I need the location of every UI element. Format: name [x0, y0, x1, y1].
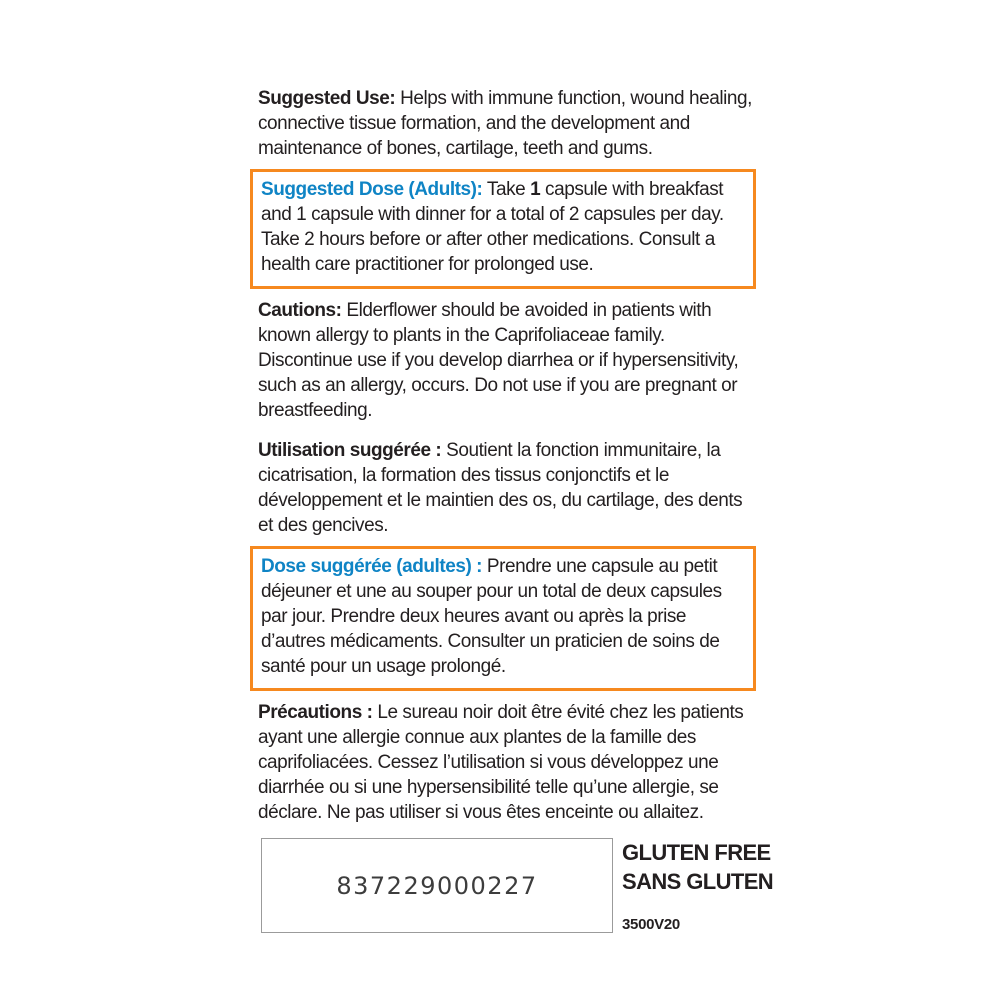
- label-text-column: [250, 86, 774, 933]
- gluten-free-french: SANS GLUTEN: [622, 869, 774, 894]
- barcode-box: [261, 838, 613, 933]
- suggested-use-body: Helps with immune function, wound healing, connective tissue formation, and the development and maintenance of bones, cartilage, teeth and gums.: [258, 88, 752, 159]
- dose-suggeree-heading: Dose suggérée (adultes) :: [261, 556, 483, 577]
- gluten-free-block: [622, 838, 773, 933]
- suggested-use-heading: Suggested Use:: [258, 88, 396, 109]
- utilisation-suggeree-paragraph: [250, 438, 756, 538]
- suggested-use-paragraph: [250, 86, 756, 161]
- barcode-number: 837229000227: [336, 871, 538, 900]
- suggested-dose-bold-number: 1: [530, 179, 541, 200]
- suggested-dose-box: [250, 169, 756, 289]
- cautions-paragraph: [250, 298, 756, 423]
- suggested-dose-body-post: capsule with breakfast and 1 capsule with dinner for a total of 2 capsules per day. Take 2 hours before or after other medications. Consult a health care practitioner for prolonged use.: [261, 179, 724, 275]
- dose-suggeree-box: [250, 546, 756, 691]
- cautions-heading: Cautions:: [258, 300, 342, 321]
- footer-row: [250, 838, 774, 933]
- version-code: 3500V20: [622, 916, 680, 933]
- dose-suggeree-body: Prendre une capsule au petit déjeuner et une au souper pour un total de deux capsules par jour. Prendre deux heures avant ou après la prise d’autres médicaments. Consulter un praticien de soins de santé pour un usage prolongé.: [261, 556, 722, 677]
- suggested-dose-body-pre: Take: [482, 179, 531, 200]
- dose-suggeree-paragraph: [258, 554, 745, 679]
- suggested-dose-heading: Suggested Dose (Adults):: [261, 179, 483, 200]
- precautions-heading: Précautions :: [258, 702, 373, 723]
- utilisation-suggeree-body: Soutient la fonction immunitaire, la cicatrisation, la formation des tissus conjonctifs et le développement et le maintien des os, du cartilage, des dents et des gencives.: [258, 440, 743, 536]
- gluten-free-lines: [622, 838, 773, 896]
- cautions-body: Elderflower should be avoided in patients with known allergy to plants in the Caprifoliaceae family. Discontinue use if you develop diarrhea or if hypersensitivity, such as an allergy, occurs. Do not use if you are pregnant or breastfeeding.: [258, 300, 739, 421]
- utilisation-suggeree-heading: Utilisation suggérée :: [258, 440, 442, 461]
- gluten-free-english: GLUTEN FREE: [622, 840, 771, 865]
- precautions-paragraph: [250, 700, 756, 825]
- suggested-dose-paragraph: [258, 177, 745, 277]
- precautions-body: Le sureau noir doit être évité chez les patients ayant une allergie connue aux plantes de la famille des caprifoliacées. Cessez l’utilisation si vous développez une diarrhée ou si une hypersensibilité telle qu’une allergie, se déclare. Ne pas utiliser si vous êtes enceinte ou allaitez.: [258, 702, 744, 823]
